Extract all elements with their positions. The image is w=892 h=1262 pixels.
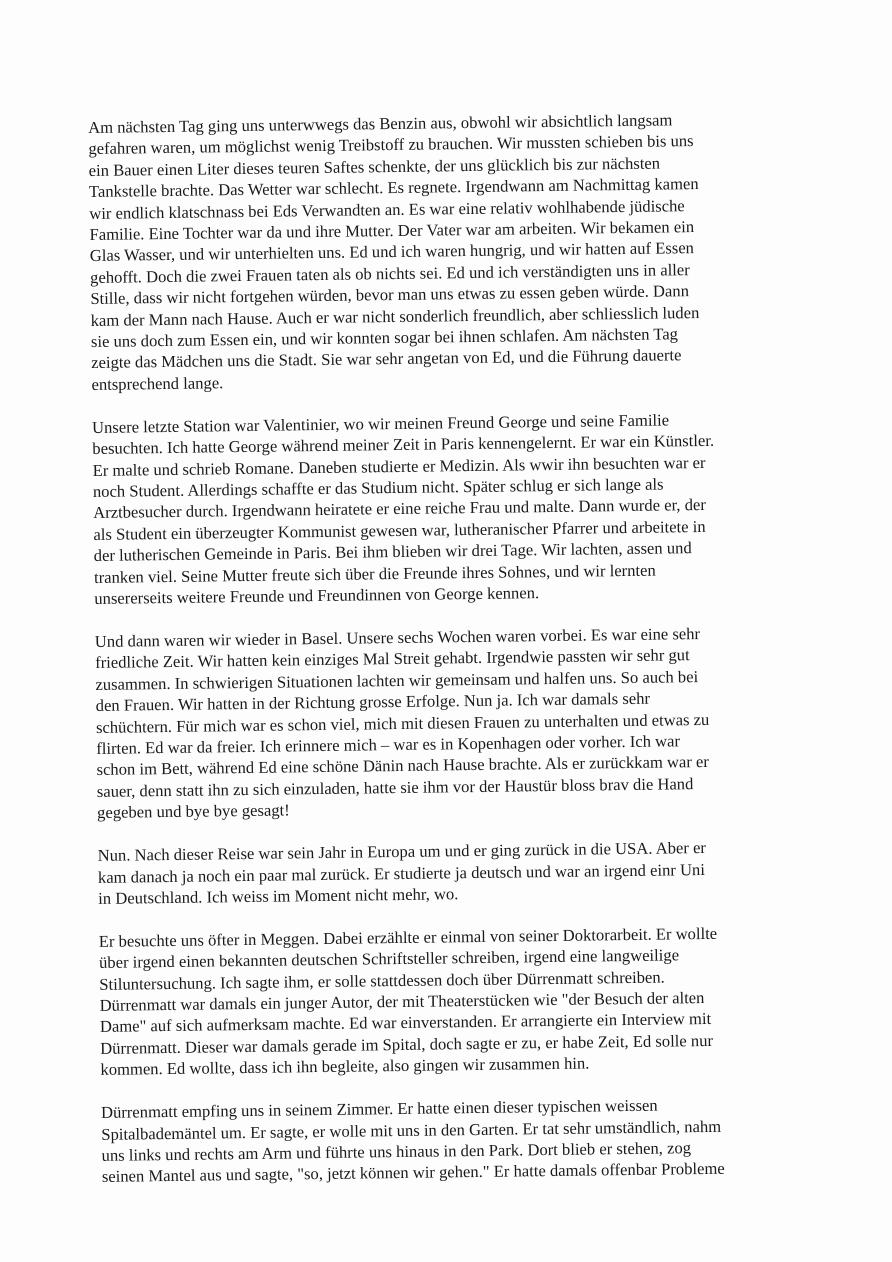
text-line: friedliche Zeit. Wir hatten kein einziges Mal Streit gehabt. Irgendwie passten wir sehr gut [95, 645, 690, 673]
text-line: Nun. Nach dieser Reise war sein Jahr in Europa um und er ging zurück in die USA. Aber er [97, 838, 707, 866]
paragraph [95, 622, 797, 824]
text-line: Dürrenmatt. Dieser war damals gerade im Spital, doch sagte er zu, er habe Zeit, Ed solle nur [100, 1030, 714, 1058]
text-line: Stille, dass wir nicht fortgehen würden, bevor man uns etwas zu essen geben würde. Dann [90, 281, 690, 309]
text-line: seinen Mantel aus und sagte, "so, jetzt können wir gehen." Er hatte damals offenbar Probleme [101, 1159, 725, 1187]
text-line: kommen. Ed wollte, dass ich ihn begleite, also gingen wir zusammen hin. [100, 1053, 590, 1080]
text-line: Tankstelle brachte. Das Wetter war schlecht. Es regnete. Irgendwann am Nachmittag kamen [88, 174, 699, 202]
text-line: flirten. Ed war da freier. Ich erinnere mich – war es in Kopenhagen oder vorher. Ich war [96, 731, 681, 758]
text-line: der lutherischen Gemeinde in Paris. Bei ihm blieben wir drei Tage. Wir lachten, assen und [93, 538, 692, 566]
text-line: gegeben und bye bye gesagt! [96, 800, 290, 823]
text-line: ein Bauer einen Liter dieses teuren Saftes schenkte, der uns glücklich bis zur nächsten [88, 153, 661, 180]
text-line: Er besuchte uns öfter in Meggen. Dabei erzählte er einmal von seiner Doktorarbeit. Er wollte [98, 923, 718, 951]
text-line: tranken viel. Seine Mutter freute sich über die Freunde ihres Sohnes, und wir lernten [93, 560, 656, 587]
text-line: Dürrenmatt war damals ein junger Autor, der mit Theaterstücken wie "der Besuch der alten [99, 988, 705, 1015]
paragraph [98, 836, 799, 909]
text-line: kam der Mann nach Hause. Auch er war nicht sonderlich freundlich, aber schliesslich luden [90, 302, 700, 330]
text-line: Und dann waren wir wieder in Basel. Unsere sechs Wochen waren vorbei. Es war eine sehr [94, 623, 701, 651]
paragraph [101, 1093, 802, 1188]
text-line: sauer, denn statt ihn zu sich einzuladen, hatte sie ihm vor der Haustür bloss brav die Hand [96, 773, 694, 801]
text-line: Unsere letzte Station war Valentinier, wo wir meinen Freund George und seine Familie [91, 410, 670, 437]
text-line: zeigte das Mädchen uns die Stadt. Sie war sehr angetan von Ed, und die Führung dauerte [91, 345, 682, 373]
text-line: sie uns doch zum Essen ein, und wir konnten sogar bei ihnen schlafen. Am nächsten Tag [90, 324, 679, 352]
text-line: besuchten. Ich hatte George während meiner Zeit in Paris kennengelernt. Er war ein Künstler. [92, 431, 715, 459]
text-line: entsprechend lange. [91, 373, 224, 394]
text-line: Familie. Eine Tochter war da und ihre Mutter. Der Vater war am arbeiten. Wir bekamen ein [89, 217, 695, 245]
text-line: Dürrenmatt empfing uns in seinem Zimmer. Er hatte einen dieser typischen weissen [100, 1095, 658, 1123]
text-line: zusammen. In schwierigen Situationen lachten wir gemeinsam und halfen uns. So auch bei [95, 666, 699, 694]
document-text [88, 108, 802, 1209]
text-line: über irgend einen bekannten deutschen Schriftsteller schreiben, irgend eine langweilige [98, 945, 680, 973]
text-line: den Frauen. Wir hatten in der Richtung grosse Erfolge. Nun ja. Ich war damals sehr [95, 688, 651, 716]
text-line: gefahren waren, um möglichst wenig Treibstoff zu brauchen. Wir mussten schieben bis uns [88, 131, 694, 159]
text-line: Am nächsten Tag ging uns unterwwegs das Benzin aus, obwohl wir absichtlich langsam [88, 110, 673, 137]
text-line: noch Student. Allerdings schaffte er das Studium nicht. Später schlug er sich lange als [92, 474, 664, 501]
text-line: als Student ein überzeugter Kommunist gewesen war, lutheranischer Pfarrer und arbeitete in [93, 516, 706, 544]
paragraph [99, 922, 801, 1081]
paragraph [88, 108, 792, 395]
text-line: Glas Wasser, und wir unterhielten uns. Ed und ich waren hungrig, und wir hatten auf Essen [89, 238, 695, 266]
paragraph [92, 408, 794, 610]
text-line: gehofft. Doch die zwei Frauen taten als ob nichts sei. Ed und ich verständigten uns in aller [89, 259, 690, 287]
text-line: Er malte und schrieb Romane. Daneben studierte er Medizin. Als wwir ihn besuchten war er [92, 452, 706, 480]
text-line: Dame" auf sich aufmerksam machte. Ed war einverstanden. Er arrangierte ein Interview mit [99, 1009, 712, 1037]
text-line: uns links und rechts am Arm und führte uns hinaus in den Park. Dort blieb er stehen, zog [101, 1138, 692, 1165]
text-line: wir endlich klatschnass bei Eds Verwandten an. Es war eine relativ wohlhabende jüdische [89, 195, 685, 223]
text-line: Spitalbademäntel um. Er sagte, er wolle mit uns in den Garten. Er tat sehr umständlich, nahm [101, 1116, 722, 1144]
text-line: Stiluntersuchung. Ich sagte ihm, er solle stattdessen doch über Dürrenmatt schreiben. [99, 967, 665, 994]
text-line: unsererseits weitere Freunde und Freundinnen von George kennen. [94, 583, 540, 608]
text-line: in Deutschland. Ich weiss im Moment nicht mehr, wo. [98, 884, 459, 908]
text-line: Arztbesucher durch. Irgendwann heiratete er eine reiche Frau und malte. Dann wurde er, der [93, 495, 706, 523]
text-line: kam danach ja noch ein paar mal zurück. Er studierte ja deutsch und war an irgend einr Uni [97, 859, 706, 887]
text-line: schüchtern. Für mich war es schon viel, mich mit diesen Frauen zu unterhalten und etwas zu [95, 709, 710, 737]
text-line: schon im Bett, während Ed eine schöne Dänin nach Hause brachte. Als er zurückkam war er [96, 752, 709, 780]
